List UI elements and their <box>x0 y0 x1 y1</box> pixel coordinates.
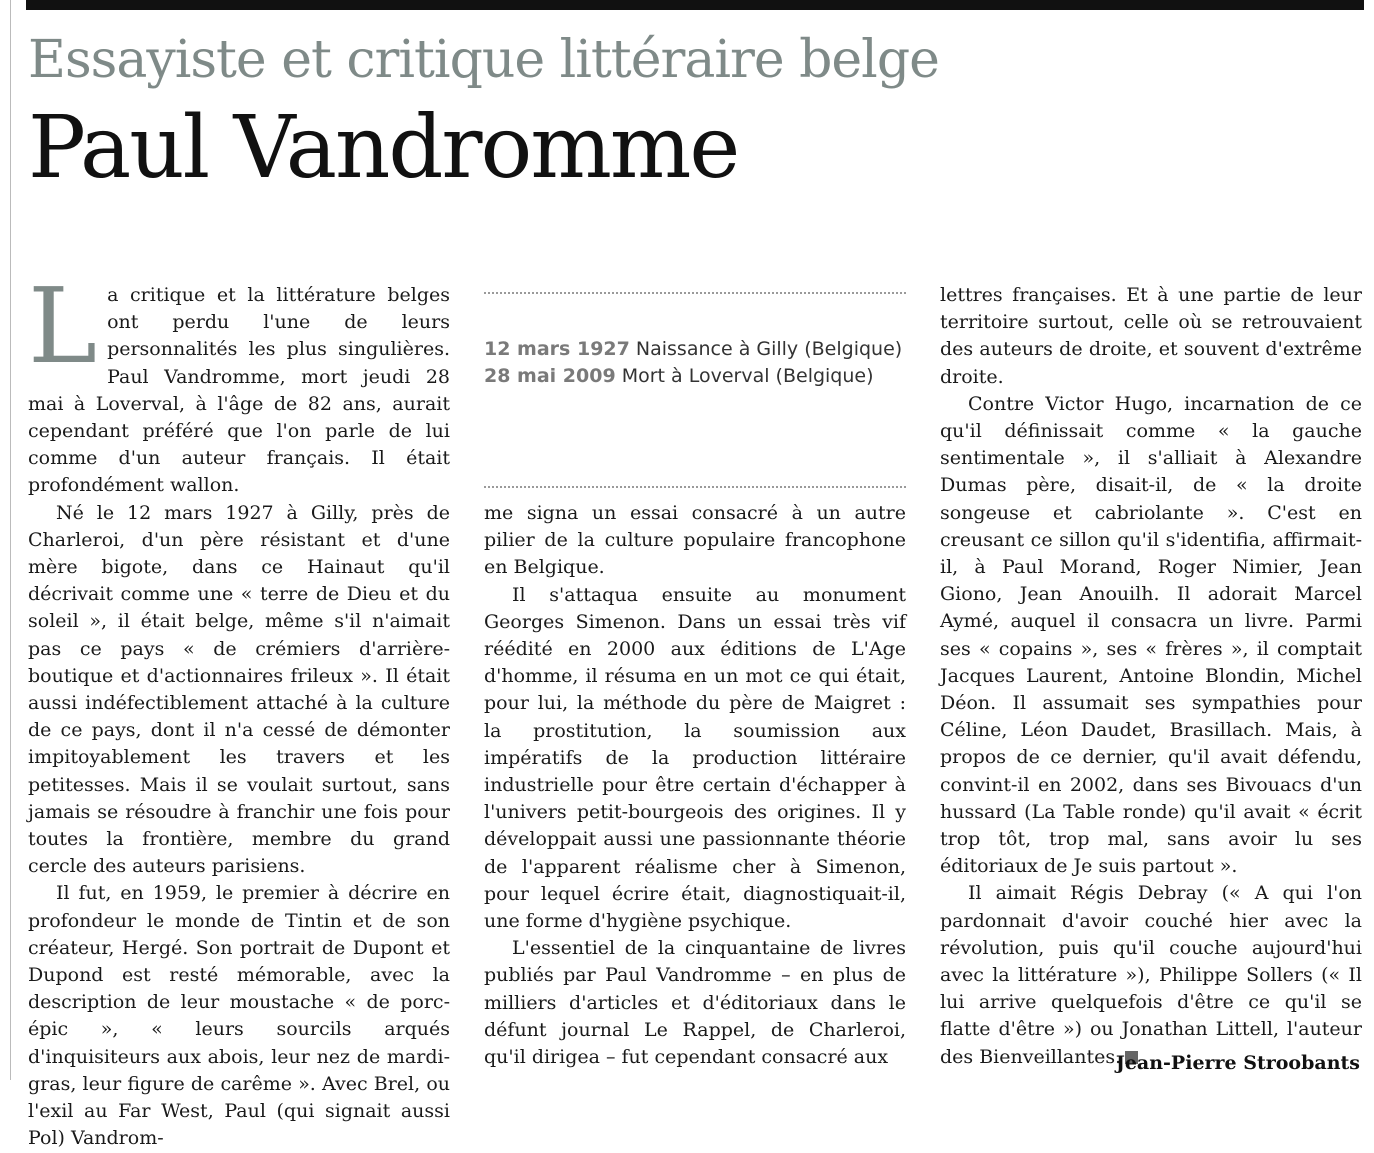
paragraph <box>28 265 450 500</box>
paragraph: me signa un essai consacré à un autre pilier de la culture populaire francophone en Belgique. <box>484 502 906 579</box>
timeline-event: Mort à Loverval (Belgique) <box>615 365 874 388</box>
drop-cap: L <box>28 265 98 387</box>
author-signature: Jean-Pierre Stroobants <box>1115 1052 1360 1074</box>
column-1 <box>28 265 450 1153</box>
paragraph: Contre Victor Hugo, incarnation de ce qu'il définissait comme « la gauche sentimentale », il s'alliait à Alexandre Dumas père, disait-il, de « la droite songeuse et cabriolante ». C'est en creusant ce sillon qu'il s'identifia, affirmait-il, à Paul Morand, Roger Nimier, Jean Giono, Jean Anouilh. Il adorait Marcel Aymé, auquel il consacra un livre. Parmi ses « copains », ses « frères », il comptait Jacques Laurent, Antoine Blondin, Michel Déon. Il assumait ses sympathies pour Céline, Léon Daudet, Brasillach. Mais, à propos de ce dernier, qu'il avait défendu, convint-il en 2002, dans ses Bivouacs d'un hussard (La Table ronde) qu'il avait « écrit trop tôt, trop mal, sans avoir lu ses éditoriaux de Je suis partout ». <box>940 392 1362 878</box>
timeline-entry <box>484 363 906 390</box>
timeline-box <box>484 336 906 390</box>
timeline-date: 28 mai 2009 <box>484 365 616 388</box>
paragraph: Né le 12 mars 1927 à Gilly, près de Charleroi, d'un père résistant et d'une mère bigote, dans ce Hainaut qu'il décrivait comme une « terre de Dieu et du soleil », il était belge, même s'il n'aimait pas ce pays « de crémiers d'arrière-boutique et d'actionnaires frileux ». Il était aussi indéfectiblement attaché à la culture de ce pays, dont il n'a cessé de démonter impitoyablement les travers et les petitesses. Mais il se voulait surtout, sans jamais se résoudre à franchir une fois pour toutes la frontière, membre du grand cercle des auteurs parisiens. <box>28 501 450 878</box>
timeline-divider-bottom <box>484 486 906 488</box>
paragraph <box>940 880 1362 1070</box>
article-headline: Paul Vandromme <box>28 98 739 198</box>
article-kicker: Essayiste et critique littéraire belge <box>28 30 939 90</box>
timeline-event: Naissance à Gilly (Belgique) <box>629 338 903 360</box>
top-rule <box>26 0 1364 10</box>
paragraph: L'essentiel de la cinquantaine de livres publiés par Paul Vandromme – en plus de milliers d'articles et d'éditoriaux dans le défunt journal Le Rappel, de Charleroi, qu'il dirigea – fut cependant consacré aux <box>484 937 906 1069</box>
paragraph: Il s'attaqua ensuite au monument Georges Simenon. Dans un essai très vif réédité en 2000 aux éditions de L'Age d'homme, il résuma en un mot ce qui était, pour lui, la méthode du père de Maigret : la prostitution, la soumission aux impératifs de la production littéraire industrielle pour être certain d'échapper à l'univers petit-bourgeois des origines. Il y développait aussi une passionnante théorie de l'apparent réalisme cher à Simenon, pour lequel écrire était, diagnostiquait-il, une forme d'hygiène psychique. <box>484 583 906 933</box>
paragraph: lettres françaises. Et à une partie de leur territoire surtout, celle où se retrouvaient des auteurs de droite, et souvent d'extrême droite. <box>940 284 1362 388</box>
timeline-divider-top <box>484 292 906 294</box>
column-2 <box>484 500 906 1071</box>
paragraph-text: a critique et la littérature belges ont perdu l'une de leurs personnalités les plus singulières. Paul Vandromme, mort jeudi 28 mai à Loverval, à l'âge de 82 ans, aurait cependant préféré que l'on parle de lui comme d'un auteur français. Il était profondément wallon. <box>28 284 450 497</box>
timeline-entry <box>484 336 906 363</box>
timeline-date: 12 mars 1927 <box>484 338 630 360</box>
paragraph: Il fut, en 1959, le premier à décrire en profondeur le monde de Tintin et de son créateur, Hergé. Son portrait de Dupont et Dupond est resté mémorable, avec la description de leur moustache « de porc-épic », « leurs sourcils arqués d'inquisiteurs aux abois, leur nez de mardi-gras, leur figure de carême ». Avec Brel, ou l'exil au Far West, Paul (qui signait aussi Pol) Vandrom- <box>28 882 450 1150</box>
column-3 <box>940 282 1362 1071</box>
paragraph-text: Il aimait Régis Debray (« A qui l'on pardonnait d'avoir couché hier avec la révolution, puis qu'il couche aujourd'hui avec la littérature »), Philippe Sollers (« Il lui arrive quelquefois d'être ce qu'il se flatte d'être ») ou Jonathan Littell, l'auteur des Bienveillantes. <box>940 882 1362 1068</box>
left-margin-rule <box>10 0 11 1080</box>
